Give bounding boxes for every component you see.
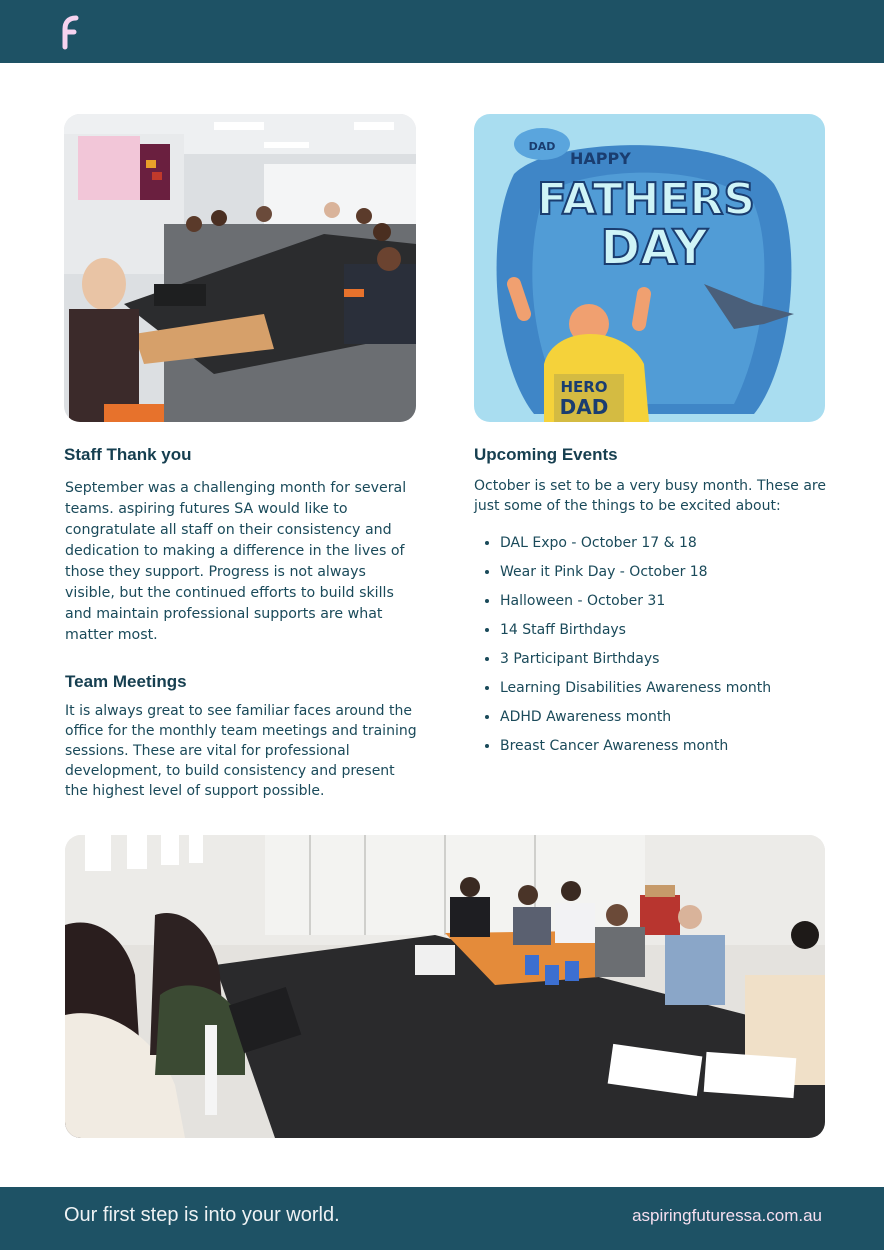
poster-dad: DAD [559, 395, 609, 419]
team-meeting-photo [65, 835, 825, 1138]
event-label: DAL Expo - October 17 & 18 [500, 535, 697, 551]
event-label: 14 Staff Birthdays [500, 622, 626, 638]
upcoming-events-intro: October is set to be a very busy month. These are just some of the things to be excited about: [474, 478, 826, 514]
event-item [474, 649, 771, 678]
team-meetings-heading: Team Meetings [65, 672, 187, 691]
event-label: Wear it Pink Day - October 18 [500, 564, 708, 580]
bullet-icon [485, 744, 489, 748]
bullet-icon [485, 657, 489, 661]
event-label: Breast Cancer Awareness month [500, 738, 729, 754]
event-label: 3 Participant Birthdays [500, 651, 660, 667]
event-item [474, 591, 771, 620]
poster-happy: HAPPY [570, 149, 631, 168]
bullet-icon [485, 715, 489, 719]
event-item [474, 736, 771, 765]
event-item [474, 707, 771, 736]
cap-text: DAD [528, 140, 556, 153]
event-item [474, 533, 771, 562]
staff-thank-you-heading: Staff Thank you [64, 445, 192, 464]
team-meetings-text: It is always great to see familiar faces around the office for the monthly team meetings and training sessions. These are vital for professional development, to build consistency and present the highest level of support possible. [65, 703, 417, 799]
bullet-icon [485, 628, 489, 632]
staff-thank-you-text: September was a challenging month for several teams. aspiring futures SA would like to congratulate all staff on their consistency and dedication to making a difference in the lives of those they support. Progress is not always visible, but the continued efforts to build skills and maintain professional supports are what matter most. [65, 480, 407, 643]
footer-website-link[interactable]: aspiringfuturessa.com.au [632, 1206, 822, 1225]
fathers-day-poster [474, 114, 825, 422]
bullet-icon [485, 686, 489, 690]
event-label: Halloween - October 31 [500, 593, 666, 609]
footer-bar [0, 1187, 884, 1250]
event-item [474, 620, 771, 649]
poster-day: DAY [600, 220, 708, 276]
footer-tagline: Our first step is into your world. [64, 1204, 340, 1226]
bullet-icon [485, 570, 489, 574]
bullet-icon [485, 599, 489, 603]
events-list [474, 533, 771, 765]
upcoming-events-heading: Upcoming Events [474, 445, 618, 464]
event-label: Learning Disabilities Awareness month [500, 680, 772, 696]
event-label: ADHD Awareness month [500, 709, 672, 725]
staff-meeting-photo [64, 114, 416, 422]
event-item [474, 562, 771, 591]
aspiring-futures-logo-icon [58, 14, 84, 50]
event-item [474, 678, 771, 707]
bullet-icon [485, 541, 489, 545]
poster-hero: HERO [560, 378, 608, 396]
header-bar [0, 0, 884, 63]
poster-fathers: FATHERS [536, 174, 756, 225]
